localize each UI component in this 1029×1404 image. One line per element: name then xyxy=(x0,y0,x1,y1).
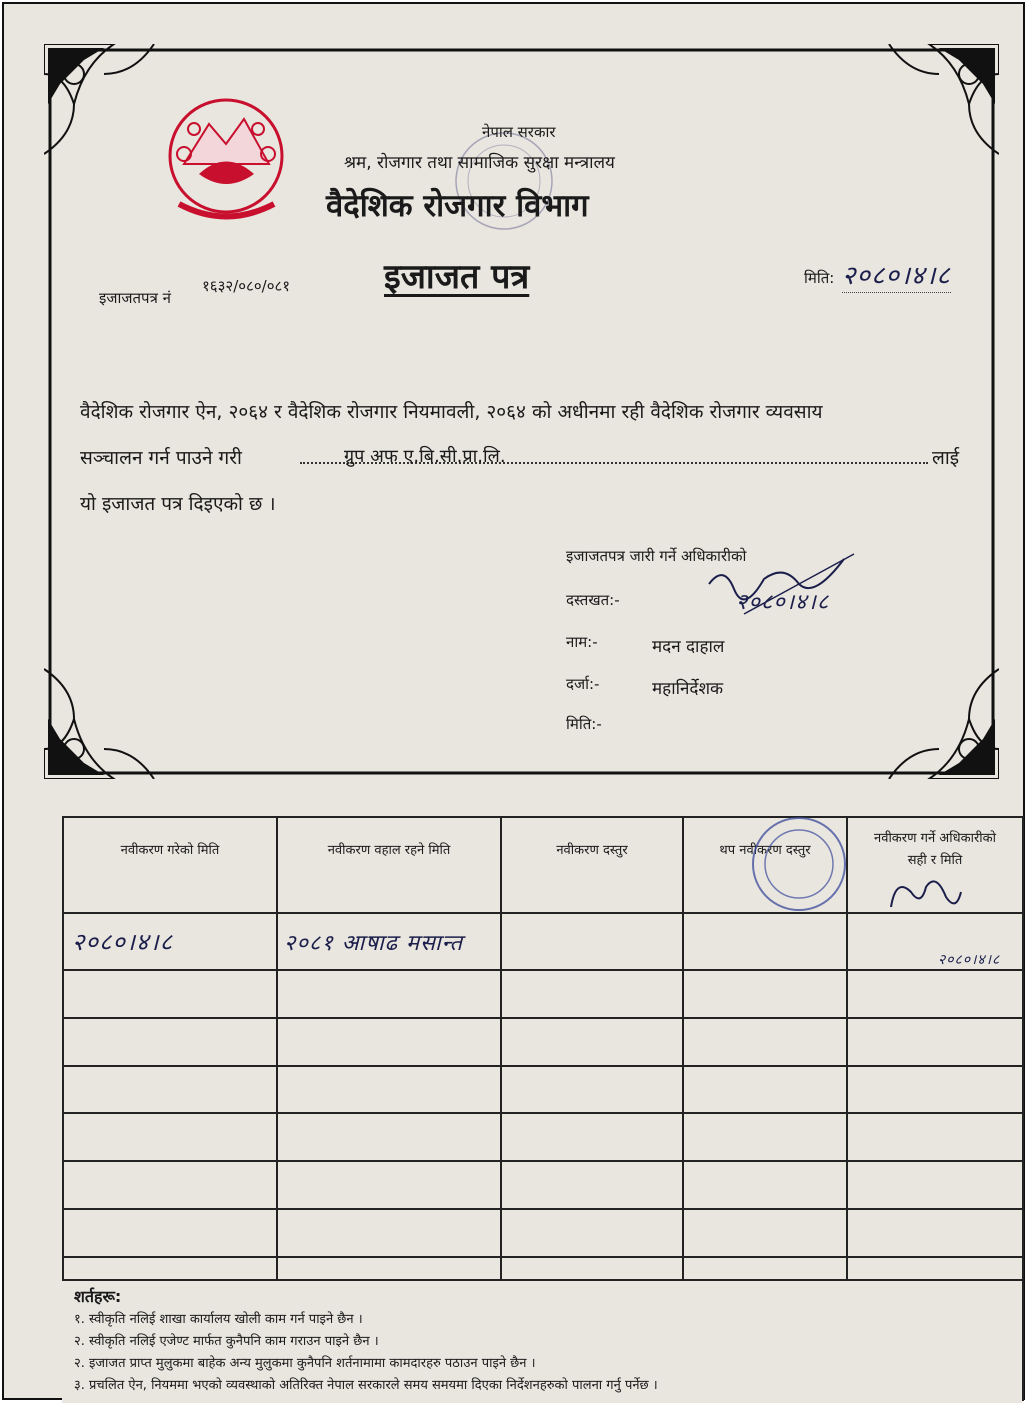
table-cell: २०८०।४।८ xyxy=(847,913,1023,970)
license-number-label: इजाजतपत्र नं xyxy=(99,289,171,307)
date-label: मिति: xyxy=(804,269,835,287)
name-label: नाम:- xyxy=(566,633,598,651)
ministry-name: श्रम, रोजगार तथा सामाजिक सुरक्षा मन्त्रालय xyxy=(344,153,615,173)
table-cell: २०८१ आषाढ मसान्त xyxy=(277,913,501,970)
government-name: नेपाल सरकार xyxy=(482,123,556,141)
company-name: ग्रुप अफ ए.बि.सी.प्रा.लि. xyxy=(344,446,506,467)
authority-heading: इजाजतपत्र जारी गर्ने अधिकारीको xyxy=(566,547,747,565)
table-row xyxy=(63,1018,1023,1066)
renewal-stamp-icon xyxy=(744,804,854,924)
officer-rank: महानिर्देशक xyxy=(652,679,724,699)
nepal-emblem-icon xyxy=(164,94,289,234)
body-line-2-prefix: सञ्चालन गर्न पाउने गरी xyxy=(80,447,242,469)
table-row xyxy=(63,970,1023,1018)
condition-item: ३. प्रचलित ऐन, नियममा भएको व्यवस्थाको अतिरिक्त नेपाल सरकारले समय समयमा दिएका निर्देशनहरुको पालना गर्नु पर्नेछ । xyxy=(74,1378,658,1393)
officer-name: मदन दाहाल xyxy=(652,637,725,657)
condition-item: २. स्वीकृति नलिई एजेण्ट मार्फत कुनैपनि काम गराउन पाइने छैन । xyxy=(74,1334,379,1349)
table-row xyxy=(63,913,1023,970)
signature-label: दस्तखत:- xyxy=(566,591,620,609)
body-line-1: वैदेशिक रोजगार ऐन, २०६४ र वैदेशिक रोजगार नियमावली, २०६४ को अधीनमा रही वैदेशिक रोजगार व्यवसाय xyxy=(80,401,823,423)
condition-item: १. स्वीकृति नलिई शाखा कार्यालय खोली काम गर्न पाइने छैन । xyxy=(74,1312,363,1327)
page-title: इजाजत पत्र xyxy=(384,257,530,297)
conditions-section xyxy=(62,1279,1022,1403)
license-number-value: १६३२/०८०/०८१ xyxy=(202,277,291,295)
body-line-3: यो इजाजत पत्र दिइएको छ । xyxy=(80,493,276,515)
header-renewal-authority-signature: नवीकरण गर्ने अधिकारीको सही र मिति xyxy=(847,817,1023,913)
body-line-2-suffix: लाई xyxy=(932,447,960,469)
table-row xyxy=(63,1209,1023,1257)
header-renewal-valid-until: नवीकरण वहाल रहने मिति xyxy=(277,817,501,913)
issue-date: २०८०।४।८ xyxy=(842,256,951,293)
conditions-title: शर्तहरू: xyxy=(74,1287,122,1306)
header-renewal-fee: नवीकरण दस्तुर xyxy=(501,817,683,913)
table-row xyxy=(63,1066,1023,1114)
table-row xyxy=(63,1161,1023,1209)
table-cell xyxy=(501,913,683,970)
renewal-table-header-row xyxy=(63,817,1023,913)
header-additional-renewal-fee: थप नवीकरण दस्तुर xyxy=(683,817,847,913)
table-cell: २०८०।४।८ xyxy=(63,913,277,970)
department-name: वैदेशिक रोजगार विभाग xyxy=(326,188,589,224)
rank-label: दर्जा:- xyxy=(566,675,600,693)
condition-item: २. इजाजत प्राप्त मुलुकमा बाहेक अन्य मुलुकमा कुनैपनि शर्तनामामा कामदारहरु पठाउन पाइने छैन । xyxy=(74,1356,536,1371)
header-renewal-date: नवीकरण गरेको मिति xyxy=(63,817,277,913)
renewal-signature-icon xyxy=(886,872,966,922)
authority-date-label: मिति:- xyxy=(566,715,602,733)
license-document xyxy=(2,2,1025,1400)
signature-date: २०८०।४।८ xyxy=(736,590,830,615)
table-row xyxy=(63,1113,1023,1161)
